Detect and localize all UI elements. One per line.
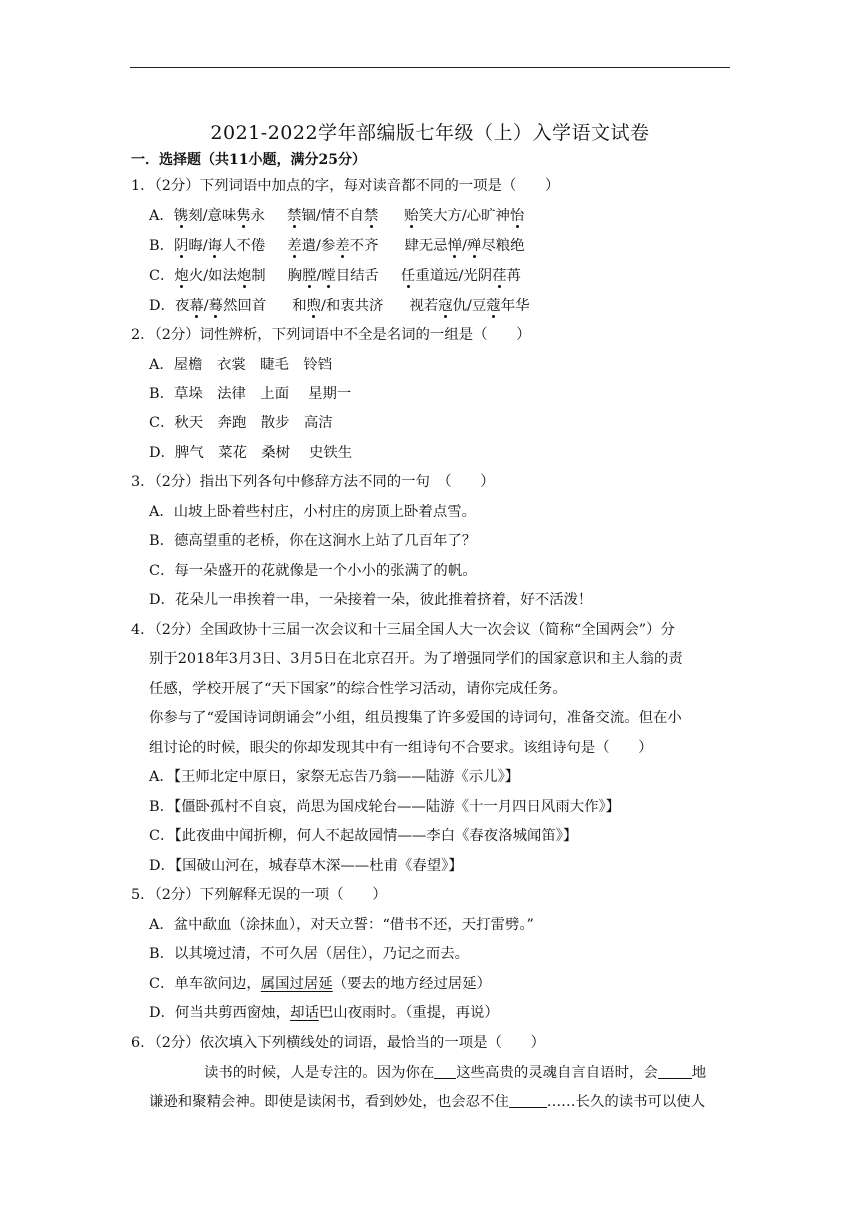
question-3-stem: 3．（2分）指出下列各句中修辞方法不同的一句 （ ） bbox=[131, 474, 495, 490]
section-heading: 一．选择题（共11小题，满分25分） bbox=[131, 152, 366, 168]
question-6-passage-line-2: 谦逊和聚精会神。即使是读闲书，看到妙处，也会忍不住 ……长久的读书可以使人 bbox=[149, 1094, 706, 1110]
question-2-stem: 2．（2分）词性辨析，下列词语中不全是名词的一组是（ ） bbox=[131, 327, 531, 343]
question-4-option-a[interactable]: A．【王师北定中原日，家祭无忘告乃翁——陆游《示儿》】 bbox=[149, 769, 520, 785]
page-title: 2021-2022学年部编版七年级（上）入学语文试卷 bbox=[210, 122, 650, 144]
question-2-option-b[interactable]: B．草垛 法律 上面 星期一 bbox=[149, 386, 352, 402]
question-2-option-c[interactable]: C．秋天 奔跑 散步 高洁 bbox=[149, 415, 333, 431]
question-3-option-c[interactable]: C．每一朵盛开的花就像是一个小小的张满了的帆。 bbox=[149, 563, 477, 579]
question-4-stem-line-3: 任感，学校开展了“天下国家”的综合性学习活动，请你完成任务。 bbox=[149, 681, 567, 697]
question-3-option-a[interactable]: A．山坡上卧着些村庄，小村庄的房顶上卧着点雪。 bbox=[149, 504, 476, 520]
question-4-stem-line-2: 别于2018年3月3日、3月5日在北京召开。为了增强同学们的国家意识和主人翁的责 bbox=[149, 651, 683, 667]
fill-blank[interactable] bbox=[434, 1064, 456, 1079]
question-3-option-b[interactable]: B．德高望重的老桥，你在这涧水上站了几百年了？ bbox=[149, 533, 477, 549]
fill-blank[interactable] bbox=[509, 1093, 547, 1108]
question-4-stem-line-1: 4．（2分）全国政协十三届一次会议和十三届全国人大一次会议（简称“全国两会”）分 bbox=[131, 622, 675, 638]
question-1-option-a[interactable]: A．镌刻/意味隽永 禁锢/情不自禁 贻笑大方/心旷神怡 bbox=[149, 208, 525, 224]
question-5-option-a[interactable]: A．盆中歃血（涂抹血），对天立誓：“借书不还，天打雷劈。” bbox=[149, 917, 534, 933]
question-4-stem-line-5: 组讨论的时候，眼尖的你却发现其中有一组诗句不合要求。该组诗句是（ ） bbox=[149, 740, 653, 756]
underlined-phrase: 属国过居延 bbox=[260, 976, 333, 992]
question-4-option-c[interactable]: C．【此夜曲中闻折柳，何人不起故园情——李白《春夜洛城闻笛》】 bbox=[149, 828, 578, 844]
question-6-stem: 6．（2分）依次填入下列横线处的词语，最恰当的一项是（ ） bbox=[131, 1035, 546, 1051]
header-rule bbox=[130, 67, 730, 68]
question-1-stem: 1．（2分）下列词语中加点的字，每对读音都不同的一项是（ ） bbox=[131, 178, 560, 194]
question-2-option-d[interactable]: D．脾气 菜花 桑树 史铁生 bbox=[149, 445, 353, 461]
fill-blank[interactable] bbox=[658, 1064, 692, 1079]
question-6-passage-line-1: 读书的时候，人是专注的。因为你在 这些高贵的灵魂自言自语时，会 地 bbox=[204, 1065, 707, 1081]
underlined-phrase: 却话 bbox=[290, 1005, 319, 1021]
question-1-option-d[interactable]: D．夜幕/蓦然回首 和煦/和衷共济 视若寇仇/豆蔻年华 bbox=[149, 298, 530, 314]
question-2-option-a[interactable]: A．屋檐 衣裳 睫毛 铃铛 bbox=[149, 357, 333, 373]
question-3-option-d[interactable]: D．花朵儿一串挨着一串，一朵接着一朵，彼此推着挤着，好不活泼！ bbox=[149, 592, 593, 608]
question-5-option-d[interactable]: D．何当共剪西窗烛，却话巴山夜雨时。（重提，再说） bbox=[149, 1005, 499, 1021]
question-1-option-c[interactable]: C．炮火/如法炮制 胸膛/瞠目结舌 任重道远/光阴荏苒 bbox=[149, 268, 521, 284]
question-4-option-d[interactable]: D．【国破山河在，城春草木深——杜甫《春望》】 bbox=[149, 858, 463, 874]
question-5-stem: 5．（2分）下列解释无误的一项（ ） bbox=[131, 887, 387, 903]
question-1-option-b[interactable]: B．阴晦/诲人不倦 差遣/参差不齐 肆无忌惮/殚尽粮绝 bbox=[149, 238, 525, 254]
question-5-option-b[interactable]: B．以其境过清，不可久居（居住），乃记之而去。 bbox=[149, 946, 469, 962]
question-5-option-c[interactable]: C．单车欲问边，属国过居延（要去的地方经过居延） bbox=[149, 976, 492, 992]
question-4-stem-line-4: 你参与了“爱国诗词朗诵会”小组，组员搜集了许多爱国的诗词句，准备交流。但在小 bbox=[149, 710, 682, 726]
question-4-option-b[interactable]: B．【僵卧孤村不自哀，尚思为国戍轮台——陆游《十一月四日风雨大作》】 bbox=[149, 799, 621, 815]
